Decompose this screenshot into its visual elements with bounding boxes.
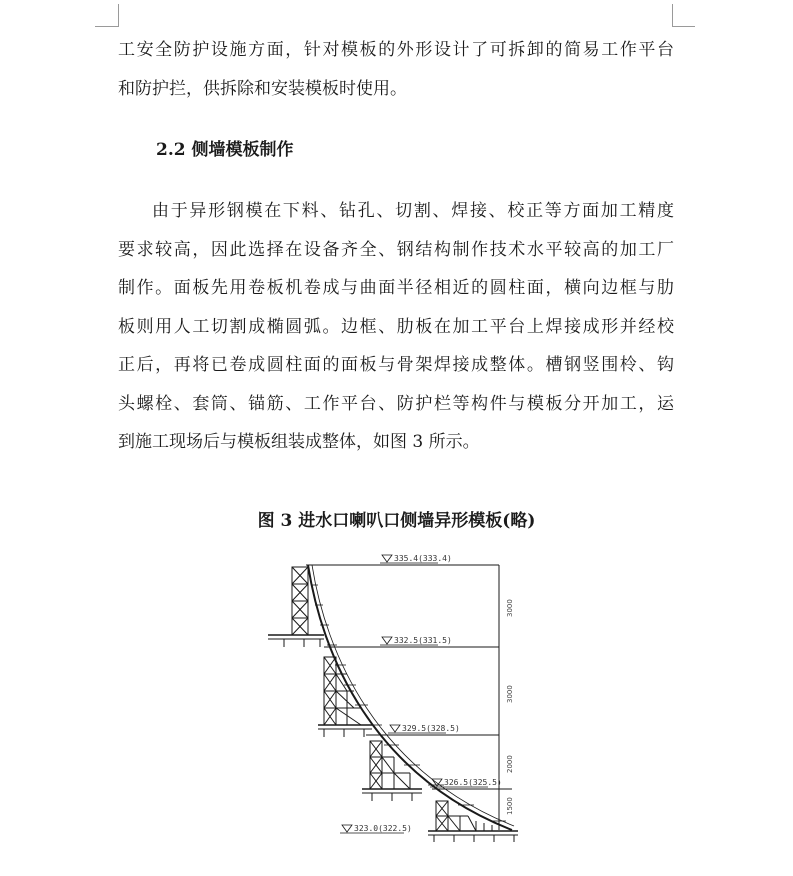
- formwork-drawing-svg: [262, 545, 532, 845]
- formwork-drawing: [262, 545, 532, 845]
- paragraph-line: 板则用人工切割成椭圆弧。边框、肋板在加工平台上焊接成形并经校: [118, 316, 674, 337]
- elevation-label: 335.4(333.4): [394, 554, 452, 563]
- elevation-markers: [340, 555, 488, 833]
- dimension-label: 3000: [506, 599, 514, 617]
- section-heading: 2.2 侧墙模板制作: [156, 140, 294, 160]
- paragraph-line: 制作。面板先用卷板机卷成与曲面半径相近的圆柱面，横向边框与肋: [118, 278, 674, 298]
- paragraph-1: [118, 31, 674, 108]
- dimension-label: 1500: [506, 797, 514, 815]
- dimension-label: 2000: [506, 755, 514, 773]
- paragraph-line: 要求较高，因此选择在设备齐全、钢结构制作技术水平较高的加工厂: [118, 239, 674, 260]
- scaffold-tier-2: [318, 657, 372, 737]
- curved-formwork-face: [308, 565, 512, 830]
- elevation-label: 326.5(325.5): [444, 778, 502, 787]
- elevation-label: 332.5(331.5): [394, 636, 452, 645]
- figure-caption: 图 3 进水口喇叭口侧墙异形模板(略): [257, 511, 536, 531]
- paragraph-2: [118, 192, 674, 462]
- dimension-label: 3000: [506, 685, 514, 703]
- paragraph-line: 正后，再将已卷成圆柱面的面板与骨架焊接成整体。槽钢竖围柃、钩: [118, 355, 674, 375]
- scaffold-tier-1: [268, 567, 324, 647]
- scaffold-tier-3: [362, 741, 422, 801]
- paragraph-line: 头螺栓、套筒、锚筋、工作平台、防护栏等构件与模板分开加工，运: [118, 393, 674, 414]
- crop-mark-top-left: [95, 4, 119, 27]
- paragraph-line: 和防护拦，供拆除和安装模板时使用。: [118, 78, 407, 99]
- paragraph-line: 到施工现场后与模板组装成整体，如图 3 所示。: [118, 432, 480, 452]
- scaffold-tier-4: [428, 801, 518, 842]
- crop-mark-top-right: [672, 4, 695, 27]
- elevation-label: 329.5(328.5): [402, 724, 460, 733]
- paragraph-line: 由于异形钢模在下料、钻孔、切割、焊接、校正等方面加工精度: [152, 201, 674, 221]
- elevation-label: 323.0(322.5): [354, 824, 412, 833]
- paragraph-line: 工安全防护设施方面，针对模板的外形设计了可拆卸的简易工作平台: [118, 40, 674, 60]
